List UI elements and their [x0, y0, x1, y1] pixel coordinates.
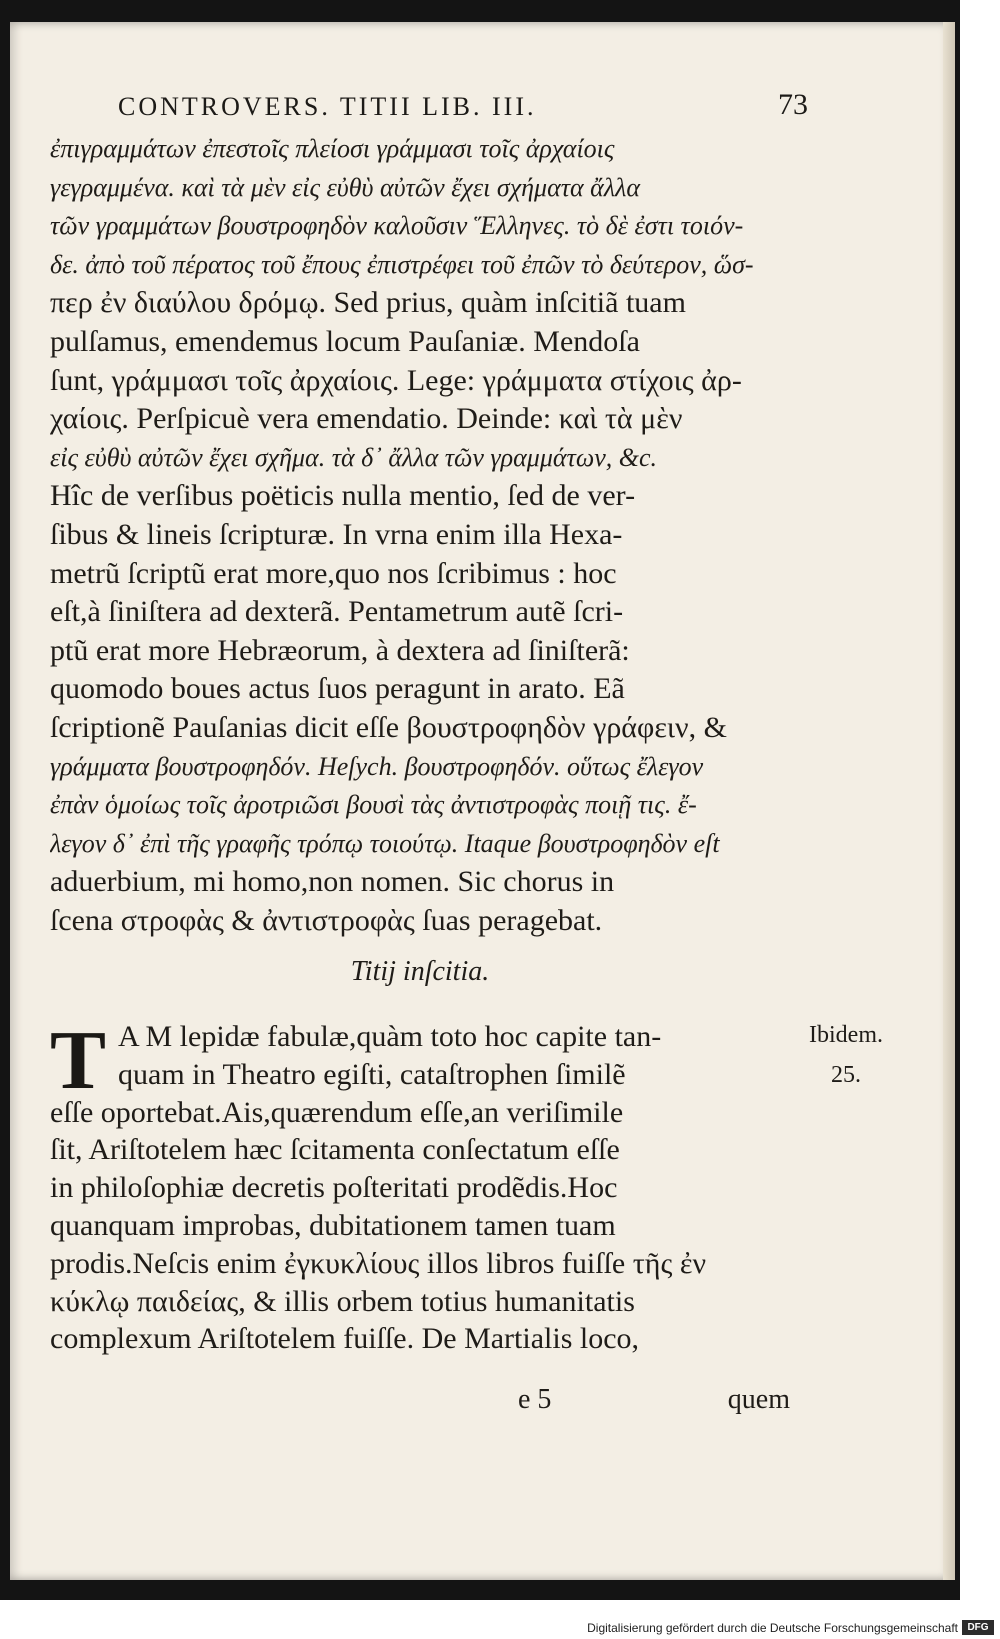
text-line: eſt,à ſiniſtera ad dexterã. Pentametrum autẽ ſcri-: [50, 595, 624, 629]
folio-number: 73: [778, 88, 808, 121]
section-heading: Titij inſcitia.: [350, 956, 490, 987]
text-line: κύκλῳ παιδείας, & illis orbem totius humanitatis: [50, 1284, 635, 1318]
text-line: ἐπιγραμμάτων ἐπεστοῖς πλείοσι γράμμασι τοῖς ἀρχαίοις: [50, 134, 615, 163]
text-line: ſunt, γράμμασι τοῖς ἀρχαίοις. Lege: γράμματα στίχοις ἀρ-: [50, 363, 742, 397]
text-line: eſſe oportebat.Ais,quærendum eſſe,an veriſimile: [50, 1095, 624, 1129]
text-line: aduerbium, mi homo,non nomen. Sic chorus in: [50, 865, 615, 899]
text-line: τῶν γραμμάτων βουστροφηδὸν καλοῦσιν Ἕλληνες. τὸ δὲ ἐστι τοιόν-: [50, 211, 744, 241]
paragraph-2: [50, 1014, 790, 1358]
drop-cap-initial: T: [50, 1014, 107, 1107]
running-title: CONTROVERS. TITII LIB. III.: [118, 92, 537, 121]
running-header: [118, 88, 808, 122]
page-edge: [943, 22, 955, 1580]
text-line: γεγραμμένα. καὶ τὰ μὲν εἰς εὐθὺ αὐτῶν ἔχει σχήματα ἄλλα: [50, 172, 641, 202]
text-line: ſcena στροφὰς & ἀντιστροφὰς ſuas peragebat.: [50, 903, 603, 937]
signature-mark: e 5: [518, 1384, 552, 1415]
text-line: pulſamus, emendemus locum Pauſaniæ. Mendoſa: [50, 324, 640, 358]
text-line: complexum Ariſtotelem fuiſſe. De Martialis loco,: [50, 1322, 640, 1356]
text-line: quanquam improbas, dubitationem tamen tuam: [50, 1208, 616, 1242]
text-line: ſit, Ariſtotelem hæc ſcitamenta conſectatum eſſe: [50, 1133, 620, 1167]
margin-note-ref: Ibidem.: [809, 1022, 883, 1048]
text-line: in philoſophiæ decretis poſteritati prodẽdis.Hoc: [50, 1171, 618, 1205]
text-line: Hîc de verſibus poëticis nulla mentio, ſed de ver-: [50, 479, 636, 513]
book-page: [10, 22, 955, 1580]
margin-note-number: 25.: [831, 1062, 861, 1088]
text-line: ἐπὰν ὁμοίως τοῖς ἀροτριῶσι βουσὶ τὰς ἀντιστροφὰς ποιῇ τις. ἔ-: [50, 790, 697, 820]
text-line: γράμματα βουστροφηδόν. Heſych. βουστροφηδόν. οὕτως ἔλεγον: [50, 751, 704, 781]
text-line: quam in Theatro egiſti, cataſtrophen ſimilẽ: [118, 1057, 626, 1091]
text-line: χαίοις. Perſpicuè vera emendatio. Deinde: καὶ τὰ μὲν: [50, 402, 683, 436]
text-line: ptũ erat more Hebræorum, à dextera ad ſiniſterã:: [50, 633, 630, 667]
text-line: λεγον δ᾽ ἐπὶ τῆς γραφῆς τρόπῳ τοιούτῳ. Itaque βουστροφηδὸν eſt: [50, 828, 720, 858]
text-line: quomodo boues actus ſuos peragunt in arato. Eã: [50, 672, 625, 706]
dfg-logo: DFG: [962, 1620, 994, 1635]
text-line: περ ἐν διαύλου δρόμῳ. Sed prius, quàm inſcitiã tuam: [50, 286, 686, 320]
catchword: quem: [727, 1384, 790, 1415]
text-line: prodis.Neſcis enim ἐγκυκλίους illos libros fuiſſe τῆς ἐν: [50, 1246, 707, 1280]
text-line: δε. ἀπὸ τοῦ πέρατος τοῦ ἔπους ἐπιστρέφει τοῦ ἐπῶν τὸ δεύτερον, ὥσ-: [50, 249, 754, 279]
text-line: ſibus & lineis ſcripturæ. In vrna enim illa Hexa-: [50, 517, 623, 551]
catchline: [510, 1384, 790, 1424]
text-line: εἰς εὐθὺ αὐτῶν ἔχει σχῆμα. τὰ δ᾽ ἄλλα τῶν γραμμάτων, &c.: [50, 442, 658, 472]
funding-credit: Digitalisierung gefördert durch die Deutsche Forschungsgemeinschaft: [587, 1621, 958, 1635]
text-line: A M lepidæ fabulæ,quàm toto hoc capite tan-: [118, 1020, 662, 1053]
paragraph-1: [50, 130, 790, 940]
text-line: metrũ ſcriptũ erat more,quo nos ſcribimus : hoc: [50, 556, 617, 590]
text-line: ſcriptionẽ Pauſanias dicit eſſe βουστροφηδὸν γράφειν, &: [50, 710, 727, 744]
